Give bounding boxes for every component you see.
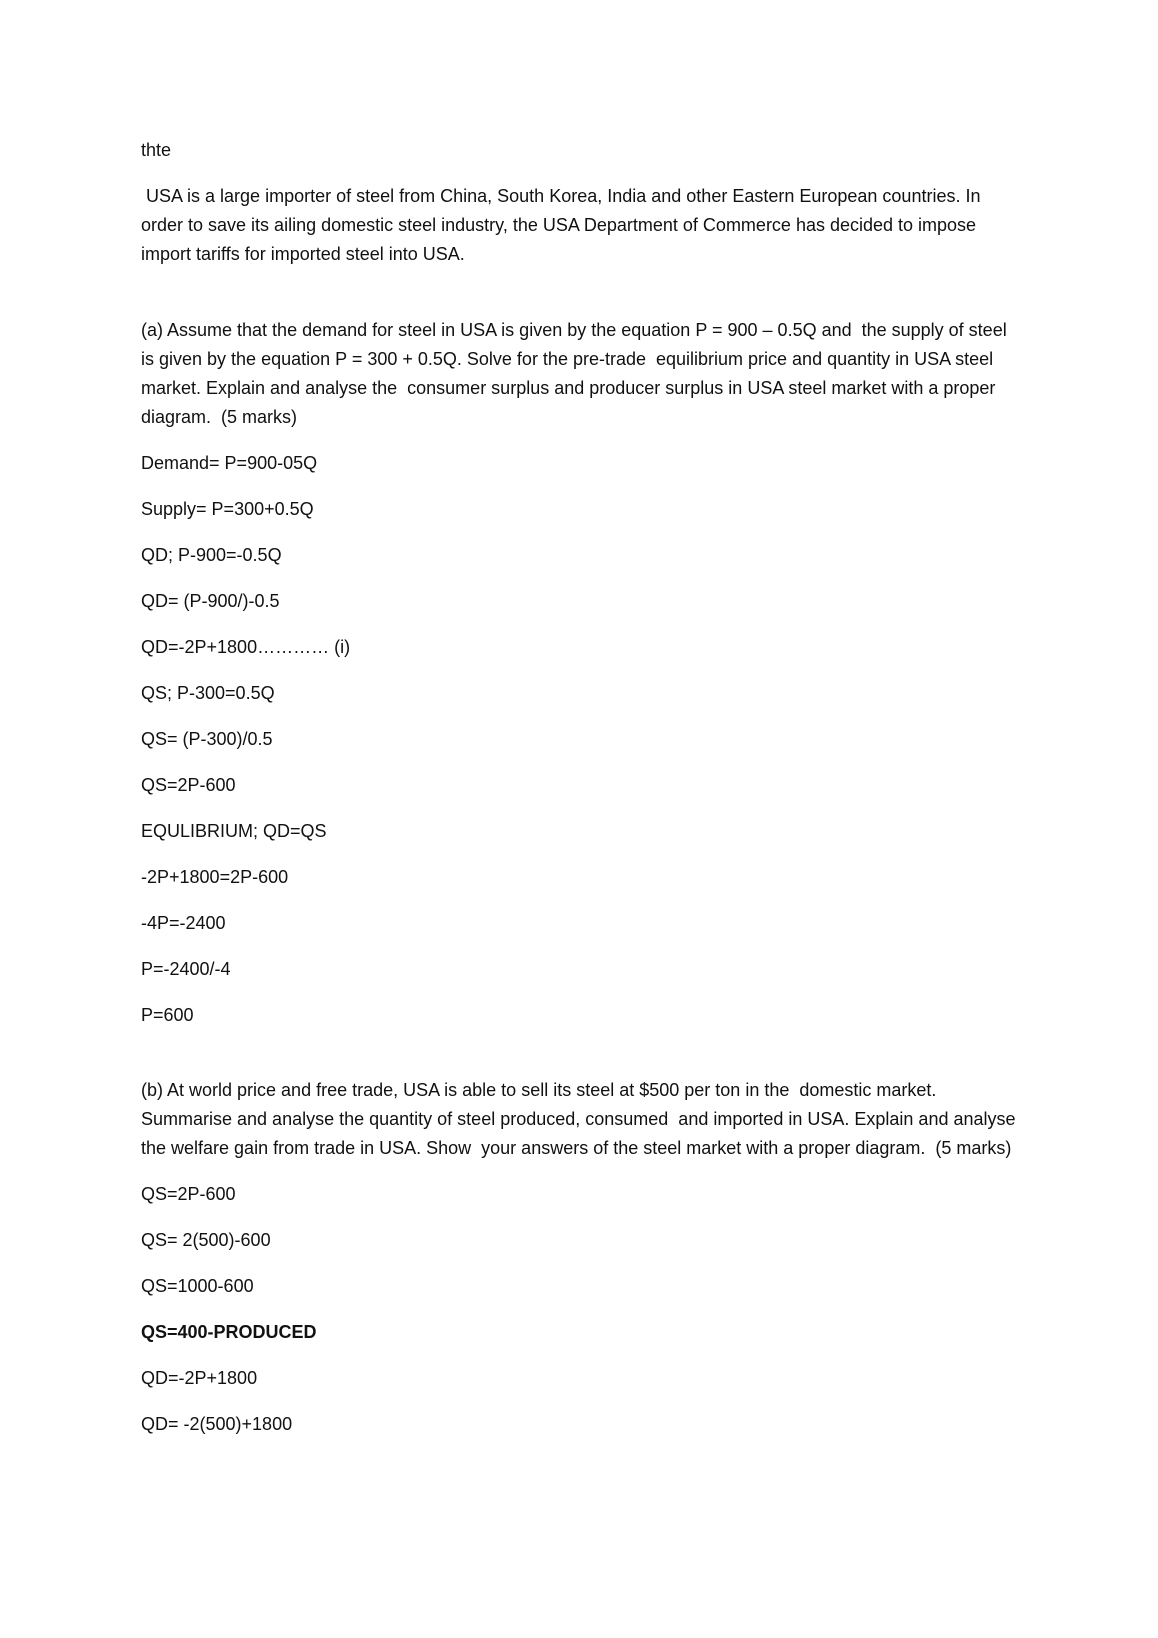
answer-a-line: QD= (P-900/)-0.5 xyxy=(141,591,280,611)
answer-a-line: P=-2400/-4 xyxy=(141,959,231,979)
answer-a-line: Demand= P=900-05Q xyxy=(141,453,318,473)
answer-b xyxy=(141,1180,1021,1439)
answer-a-line: -2P+1800=2P-600 xyxy=(141,867,289,887)
answer-b-line: QS= 2(500)-600 xyxy=(141,1230,271,1250)
answer-b-line: QS=1000-600 xyxy=(141,1276,254,1296)
answer-a-line: -4P=-2400 xyxy=(141,913,226,933)
intro-word: thte xyxy=(141,140,172,160)
question-b: (b) At world price and free trade, USA is able to sell its steel at $500 per ton in the domestic market. Summarise and analyse the quantity of steel produced, consumed and imported in USA. Explain and analyse the welfare gain from trade in USA. Show your answers of the steel market with a proper diagram. (5 marks) xyxy=(141,1080,1021,1158)
answer-b-line: QD= -2(500)+1800 xyxy=(141,1414,293,1434)
answer-a-line: QS=2P-600 xyxy=(141,775,236,795)
answer-b-line: QD=-2P+1800 xyxy=(141,1368,258,1388)
answer-b-line: QS=2P-600 xyxy=(141,1184,236,1204)
answer-a-line: QS; P-300=0.5Q xyxy=(141,683,275,703)
answer-a-line: P=600 xyxy=(141,1005,194,1025)
intro-paragraph: USA is a large importer of steel from China, South Korea, India and other Eastern European countries. In order to save its ailing domestic steel industry, the USA Department of Commerce has decided to impose import tariffs for imported steel into USA. xyxy=(141,186,986,264)
answer-b-line-produced: QS=400-PRODUCED xyxy=(141,1322,317,1342)
answer-a-line: Supply= P=300+0.5Q xyxy=(141,499,314,519)
answer-a-line: QD=-2P+1800………… (i) xyxy=(141,637,351,657)
answer-a-line: QS= (P-300)/0.5 xyxy=(141,729,273,749)
answer-a-line: EQULIBRIUM; QD=QS xyxy=(141,821,327,841)
answer-a-line: QD; P-900=-0.5Q xyxy=(141,545,282,565)
answer-a xyxy=(141,449,1021,1030)
question-a: (a) Assume that the demand for steel in USA is given by the equation P = 900 – 0.5Q and the supply of steel is given by the equation P = 300 + 0.5Q. Solve for the pre-trade equilibrium price and quantity in USA steel market. Explain and analyse the consumer surplus and producer surplus in USA steel market with a proper diagram. (5 marks) xyxy=(141,320,1012,427)
document-body xyxy=(141,136,1021,1456)
